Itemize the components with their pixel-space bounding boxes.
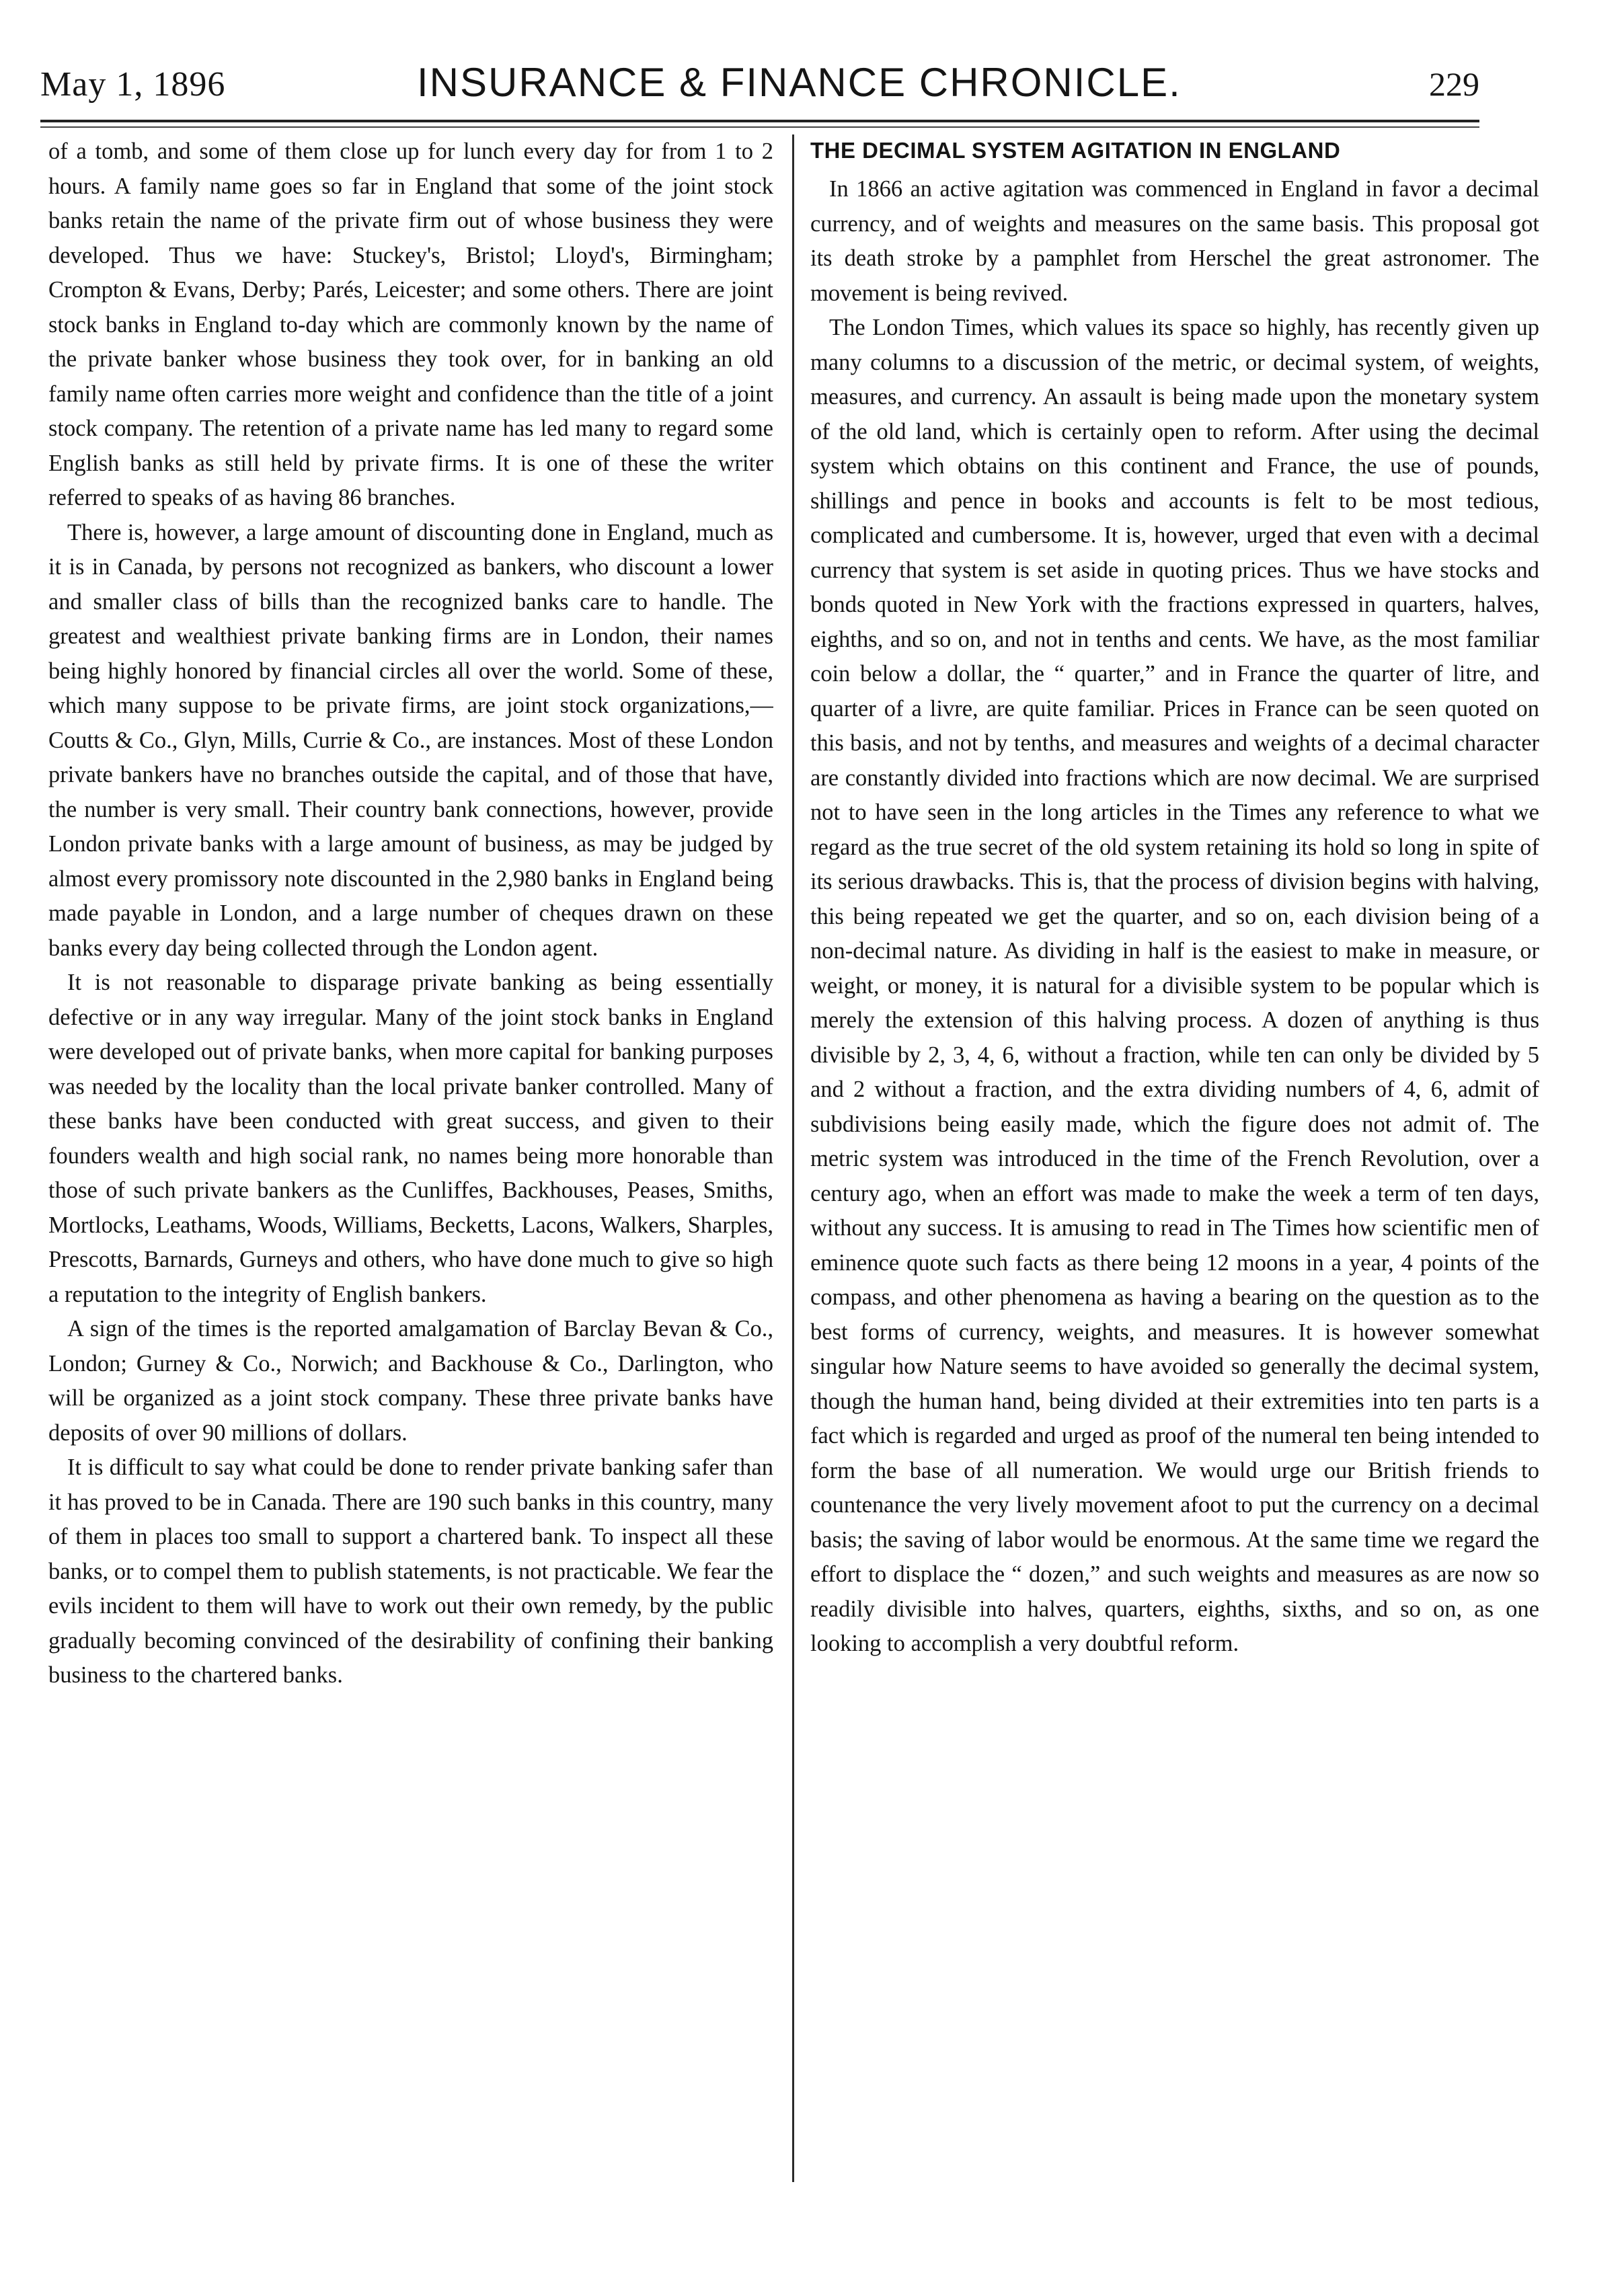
header-rule [40,120,1479,122]
left-column [48,134,773,2192]
paragraph: There is, however, a large amount of discounting done in England, much as it is in Canada, by persons not recognized as bankers, who discount a lower and smaller class of bills than the recognized banks care to handle. The greatest and wealthiest private banking firms are in London, their names being highly honored by financial circles all over the world. Some of these, which many suppose to be private firms, are joint stock organizations,—Coutts & Co., Glyn, Mills, Currie & Co., are instances. Most of these London private bankers have no branches outside the capital, and of those that have, the number is very small. Their country bank connections, however, provide London private banks with a large amount of business, as may be judged by almost every promissory note discounted in the 2,980 banks in England being made payable in London, and a large number of cheques drawn on these banks every day being collected through the London agent. [48,519,773,961]
article-heading: THE DECIMAL SYSTEM AGITATION IN ENGLAND [810,138,1341,163]
paragraph: The London Times, which values its space so highly, has recently given up many columns to a discussion of the metric, or decimal system, of weights, measures, and currency. An assault is being made upon the monetary system of the old land, which is certainly open to reform. After using the decimal system which obtains on this continent and France, the use of pounds, shillings and pence in books and accounts is felt to be most tedious, complicated and cumbersome. It is, however, urged that even with a decimal currency that system is set aside in quoting prices. Thus we have stocks and bonds quoted in New York with the fractions expressed in quarters, halves, eighths, and so on, and not in tenths and cents. We have, as the most familiar coin below a dollar, the “ quarter,” and in France the quarter of litre, and quarter of a livre, are quite familiar. Prices in France can be seen quoted on this basis, and not by tenths, and measures and weights of a decimal character are constantly divided into fractions which are now decimal. We are surprised not to have seen in the long articles in the Times any reference to what we regard as the true secret of the old system retaining its hold so long in spite of its serious drawbacks. This is, that the process of division begins with halving, this being repeated we get the quarter, and so on, each division being of a non-decimal nature. As dividing in half is the easiest to make in measure, or weight, or money, it is natural for a divisible system to be popular which is merely the extension of this halving process. A dozen of anything is thus divisible by 2, 3, 4, 6, without a fraction, while ten can only be divided by 5 and 2 without a fraction, and the extra dividing numbers of 4, 6, admit of subdivisions being easily made, which the figure does not admit of. The metric system was introduced in the time of the French Revolution, over a century ago, when an effort was made to make the week a term of ten days, without any success. It is amusing to read in The Times how scientific men of eminence quote such facts as there being 12 moons in a year, 4 points of the compass, and other phenomena as having a bearing on the question as to the best forms of currency, weights, and measures. It is however somewhat singular how Nature seems to have avoided so generally the decimal system, though the human hand, being divided at their extremities into ten parts is a fact which is regarded and urged as proof of the numeral ten being intended to form the base of all numeration. We would urge our British friends to countenance the very lively movement afoot to put the currency on a decimal basis; the saving of labor would be enormous. At the same time we regard the effort to displace the “ dozen,” and such weights and measures as are now so readily divisible into halves, quarters, eighths, sixths, and so on, as one looking to accomplish a very doubtful reform. [810,315,1539,1656]
paragraph: It is difficult to say what could be done to render private banking safer than it has proved to be in Canada. There are 190 such banks in this country, many of them in places too small to support a chartered bank. To inspect all these banks, or to compel them to publish statements, is not practicable. We fear the evils incident to them will have to work out their own remedy, by the public gradually becoming convinced of the desirability of confining their banking business to the chartered banks. [48,1454,773,1688]
right-column [810,134,1539,2192]
page-header [40,60,1479,118]
header-rule-thin [40,126,1479,128]
paragraph: In 1866 an active agitation was commenced in England in favor a decimal currency, and of weights and measures on the same basis. This proposal got its death stroke by a pamphlet from Herschel the great astronomer. The movement is being revived. [810,176,1539,306]
paragraph: It is not reasonable to disparage private banking as being essentially defective or in any way irregular. Many of the joint stock banks in England were developed out of private banks, when more capital for banking purposes was needed by the locality than the local private banker controlled. Many of these banks have been conducted with great success, and given to their founders wealth and high social rank, no names being more honorable than those of such private bankers as the Cunliffes, Backhouses, Peases, Smiths, Mortlocks, Leathams, Woods, Williams, Becketts, Lacons, Walkers, Sharples, Prescotts, Barnards, Gurneys and others, who have done much to give so high a reputation to the integrity of English bankers. [48,970,773,1307]
issue-date: May 1, 1896 [40,65,226,104]
paragraph: A sign of the times is the reported amalgamation of Barclay Bevan & Co., London; Gurney & Co., Norwich; and Backhouse & Co., Darlington, who will be organized as a joint stock company. These three private banks have deposits of over 90 millions of dollars. [48,1316,773,1446]
paragraph: of a tomb, and some of them close up for lunch every day for from 1 to 2 hours. A family name goes so far in England that some of the joint stock banks retain the name of the private firm out of whose business they were developed. Thus we have: Stuckey's, Bristol; Lloyd's, Birmingham; Crompton & Evans, Derby; Parés, Leicester; and some others. There are joint stock banks in England to-day which are commonly known by the name of the private banker whose business they took over, for in banking an old family name often carries more weight and confidence than the title of a joint stock company. The retention of a private name has led many to regard some English banks as still held by private firms. It is one of these the writer referred to speaks of as having 86 branches. [48,139,773,510]
publication-title: INSURANCE & FINANCE CHRONICLE. [417,60,1182,105]
column-divider [792,134,794,2182]
page-number: 229 [1429,65,1479,103]
